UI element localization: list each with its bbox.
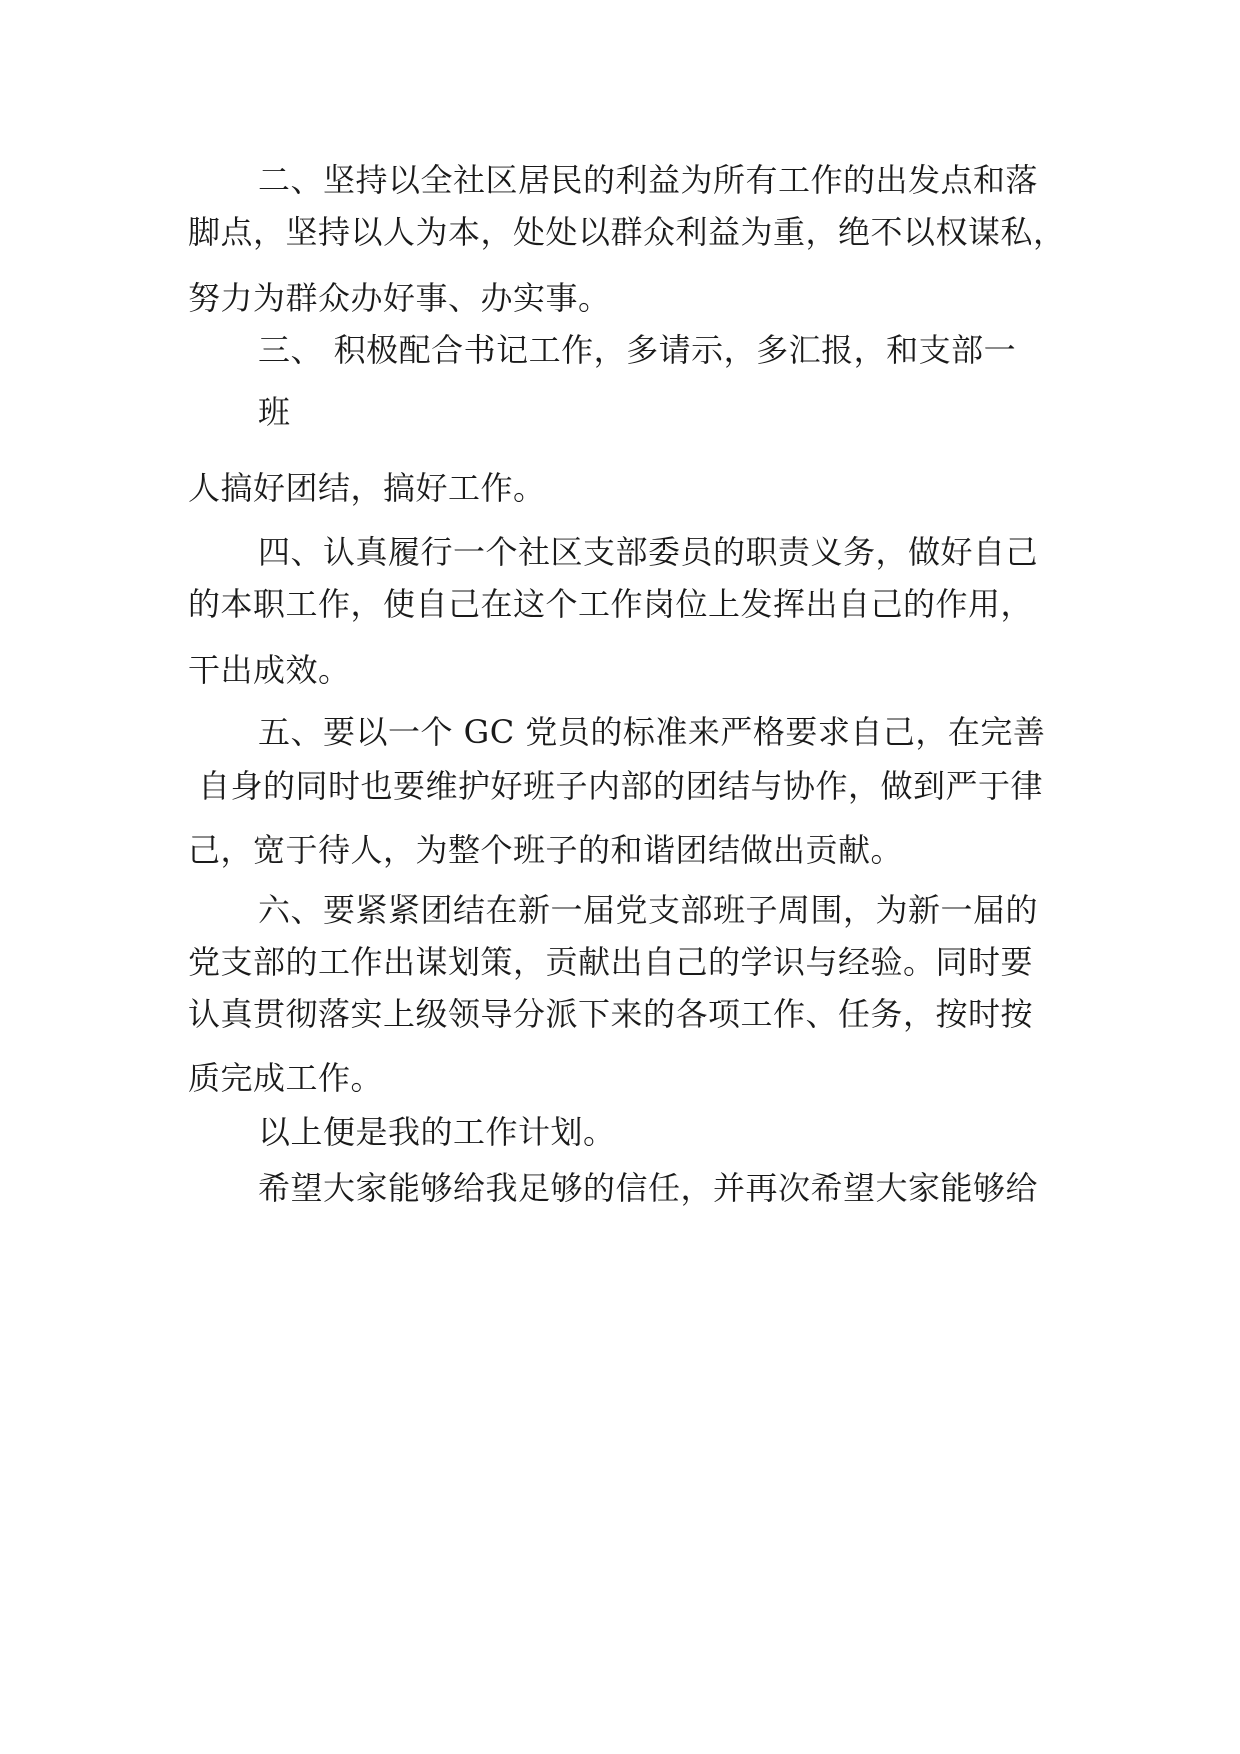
paragraph-5-line-1: 五、要以一个 GC 党员的标准来严格要求自己，在完善 <box>258 713 1046 751</box>
paragraph-5-line-3: 己，宽于待人，为整个班子的和谐团结做出贡献。 <box>188 831 904 869</box>
paragraph-4-line-3: 干出成效。 <box>188 651 351 689</box>
paragraph-3-line-3: 人搞好团结，搞好工作。 <box>188 469 546 507</box>
paragraph-3-line-1: 三、 积极配合书记工作，多请示，多汇报，和支部一 <box>258 331 1017 369</box>
closing-line-1: 以上便是我的工作计划。 <box>258 1113 616 1151</box>
paragraph-6-line-1: 六、要紧紧团结在新一届党支部班子周围，为新一届的 <box>258 891 1039 929</box>
paragraph-4-line-2: 的本职工作，使自己在这个工作岗位上发挥出自己的作用， <box>188 585 1034 623</box>
paragraph-5-line-2: 自身的同时也要维护好班子内部的团结与协作，做到严于律 <box>198 767 1044 805</box>
paragraph-2-line-1: 二、坚持以全社区居民的利益为所有工作的出发点和落 <box>258 161 1039 199</box>
closing-line-2: 希望大家能够给我足够的信任，并再次希望大家能够给 <box>258 1169 1039 1207</box>
paragraph-2-line-3: 努力为群众办好事、办实事。 <box>188 279 611 317</box>
paragraph-2-line-2: 脚点，坚持以人为本，处处以群众利益为重，绝不以权谋私， <box>188 213 1066 251</box>
paragraph-6-line-2: 党支部的工作出谋划策，贡献出自己的学识与经验。同时要 <box>188 943 1034 981</box>
paragraph-6-line-4: 质完成工作。 <box>188 1059 384 1097</box>
paragraph-3-line-2: 班 <box>258 393 291 431</box>
paragraph-6-line-3: 认真贯彻落实上级领导分派下来的各项工作、任务，按时按 <box>188 995 1034 1033</box>
paragraph-4-line-1: 四、认真履行一个社区支部委员的职责义务，做好自己 <box>258 533 1039 571</box>
